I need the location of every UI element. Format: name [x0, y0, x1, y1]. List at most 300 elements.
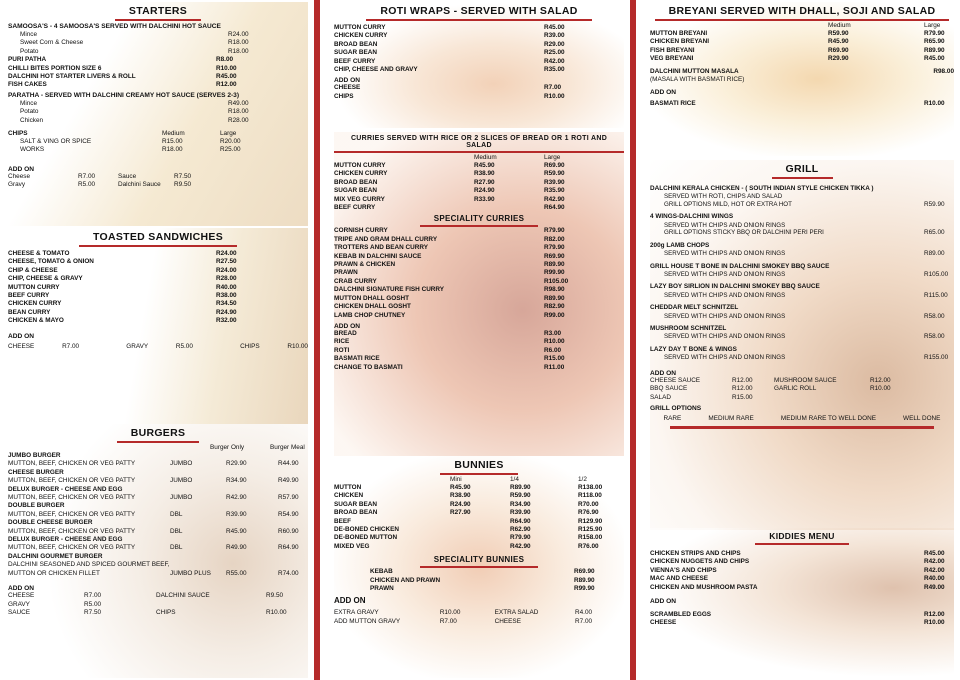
item-price: R158.00 [578, 534, 603, 542]
menu-item [334, 41, 624, 49]
burgers-header [8, 443, 308, 452]
addon-name: CHIPS [240, 342, 262, 350]
item-price: R82.00 [544, 235, 565, 243]
item-price: R155.00 [924, 354, 949, 362]
addon-price: R7.50 [84, 608, 102, 616]
item-price: R79.90 [544, 227, 565, 235]
item-price: R42.00 [924, 566, 945, 574]
item-name: CHEESE, TOMATO & ONION [8, 258, 94, 266]
grill-option: RARE [663, 414, 682, 422]
addon-name: Dalchini Sauce [118, 181, 161, 189]
menu-item [8, 31, 308, 39]
menu-item [334, 330, 624, 338]
item-price [450, 526, 510, 534]
item-price: R39.00 [544, 32, 565, 40]
burger-only-price: R39.90 [226, 510, 247, 518]
menu-item [650, 550, 954, 558]
grill-options-label: GRILL OPTIONS [650, 404, 702, 412]
addon-name [156, 601, 266, 609]
item-name: CHICKEN [334, 492, 364, 500]
item-name: DE-BONED CHICKEN [334, 526, 399, 534]
item-name: MUTTON CURRY [8, 283, 60, 291]
item-name: CHANGE TO BASMATI [334, 363, 403, 371]
burger-size: DBL [170, 527, 183, 535]
item-price: R27.90 [474, 178, 495, 186]
item-price: R24.00 [228, 31, 249, 38]
item-name: SUGAR BEAN [334, 187, 377, 195]
item-desc: MUTTON, BEEF, CHICKEN OR VEG PATTY [8, 460, 136, 468]
item-price: R62.90 [510, 526, 531, 534]
grill-option: WELL DONE [903, 414, 941, 422]
item-name: BEEF CURRY [334, 204, 376, 212]
menu-item [8, 317, 308, 325]
grill-item-note [650, 250, 954, 258]
item-name: CHIPS [334, 92, 354, 100]
item-name: MUTTON BREYANI [650, 30, 708, 37]
item-name: Potato [20, 108, 39, 116]
menu-item [334, 66, 624, 74]
item-name: BEEF CURRY [8, 292, 50, 300]
addon-row [8, 592, 308, 600]
item-price: R58.00 [924, 312, 945, 320]
item-price: R39.90 [544, 178, 565, 186]
addon-price: R9.50 [174, 181, 192, 189]
burger-meal-price: R60.90 [278, 527, 299, 535]
addon-price: R4.00 [575, 609, 593, 617]
menu-item [8, 39, 308, 47]
addon-name: ADD MUTTON GRAVY [334, 617, 401, 625]
item-name: GRILL HOUSE T BONE IN DALCHINI SMOKEY BBQ SAUCE [650, 262, 830, 270]
item-name: Potato [20, 47, 39, 55]
item-name: SALT & VING OR SPICE [20, 138, 92, 146]
item-price: R28.00 [216, 275, 237, 283]
addon-row [334, 618, 624, 626]
item-price: R27.50 [216, 258, 237, 266]
grill-option: MEDIUM RARE [708, 414, 754, 422]
item-price: R24.90 [474, 187, 495, 195]
burger-only-price: R34.90 [226, 477, 247, 485]
breyani-section [650, 2, 954, 156]
item-price: R15.00 [162, 138, 183, 146]
toasted-section [8, 228, 308, 424]
item-name: DELUX BURGER - CHEESE AND EGG [8, 485, 123, 493]
item-price: R42.90 [544, 195, 565, 203]
item-name: BEAN CURRY [8, 308, 51, 316]
item-name: BROAD BEAN [334, 40, 378, 48]
menu-item [650, 567, 954, 575]
speciality-curries-title: SPECIALITY CURRIES [334, 212, 624, 227]
item-name: BROAD BEAN [334, 509, 378, 517]
item-note: SERVED WITH CHIPS AND ONION RINGS [664, 221, 786, 229]
menu-item [334, 355, 624, 363]
menu-column-middle [326, 0, 636, 680]
item-name: FISH BREYANI [650, 46, 695, 54]
addon-price: R10.00 [870, 385, 891, 393]
item-price: R35.00 [544, 66, 565, 74]
item-price: R34.90 [510, 500, 531, 508]
menu-item [8, 275, 308, 283]
addon-name: CHIPS [156, 608, 176, 616]
grill-item-name [650, 346, 954, 354]
item-price: R59.90 [924, 201, 945, 208]
menu-item [334, 32, 624, 40]
addon-name: CHEESE [494, 617, 521, 625]
item-name: DE-BONED MUTTON [334, 534, 398, 542]
item-price: R99.90 [574, 585, 595, 593]
menu-item [8, 48, 308, 56]
addon-price: R5.00 [175, 342, 193, 350]
menu-item [334, 227, 624, 235]
burger-meal-price: R57.90 [278, 494, 299, 502]
burger-row [8, 494, 308, 502]
menu-item [8, 267, 308, 275]
item-name: BROAD BEAN [334, 178, 378, 186]
menu-item [8, 292, 308, 300]
addon-name: DALCHINI SAUCE [156, 592, 210, 600]
item-price: R105.00 [544, 277, 569, 285]
roti-title: ROTI WRAPS - SERVED WITH SALAD [334, 2, 624, 21]
item-name: DOUBLE CHEESE BURGER [8, 519, 93, 527]
item-price: R45.00 [544, 24, 565, 31]
item-name: KEBAB IN DALCHINI SAUCE [334, 252, 422, 260]
burger-row [8, 477, 308, 485]
item-price: R8.00 [216, 56, 234, 64]
item-name: JUMBO BURGER [8, 452, 61, 459]
menu-item [650, 575, 954, 583]
item-name: PRAWN & CHICKEN [334, 261, 396, 269]
grill-item-note [650, 222, 954, 230]
item-note: SERVED WITH CHIPS AND ONION RINGS [664, 312, 786, 320]
breyani-addon-heading: ADD ON [650, 89, 677, 97]
menu-item [650, 611, 954, 619]
burger-size: JUMBO [170, 494, 193, 502]
grill-item-note [650, 201, 954, 209]
item-name: BEEF CURRY [334, 57, 376, 65]
grill-item-name [650, 242, 954, 250]
item-note: SERVED WITH CHIPS AND ONION RINGS [664, 271, 786, 279]
item-price: R45.00 [924, 550, 945, 557]
item-name: BASMATI RICE [650, 100, 696, 108]
menu-item [334, 162, 624, 170]
item-price: R18.00 [162, 146, 183, 154]
item-name: RICE [334, 338, 350, 346]
menu-item [8, 56, 308, 64]
item-note: GRILL OPTIONS MILD, HOT OR EXTRA HOT [664, 201, 792, 208]
item-name: MUTTON [334, 484, 362, 491]
curries-addon-heading: ADD ON [334, 322, 361, 330]
addon-price: R7.00 [439, 617, 457, 625]
addon-price: R9.50 [266, 592, 284, 600]
addon-item [126, 343, 193, 350]
item-price: R27.90 [450, 509, 471, 517]
addon-name: GRAVY [126, 342, 150, 350]
grill-divider [670, 426, 934, 429]
mutton-masala-note: (MASALA WITH BASMATI RICE) [650, 76, 745, 84]
menu-column-left [0, 0, 320, 680]
item-name: CORNISH CURRY [334, 227, 388, 235]
grill-item-name [650, 304, 954, 312]
menu-item [8, 65, 308, 73]
item-name: 200g LAMB CHOPS [650, 241, 710, 249]
item-price: R10.00 [544, 338, 565, 346]
menu-item [8, 146, 308, 154]
menu-item [334, 312, 624, 320]
item-price: R12.00 [216, 81, 237, 89]
item-price: R115.00 [924, 291, 948, 299]
addon-name: CHEESE [8, 592, 35, 600]
item-price: R89.90 [510, 484, 531, 491]
burger-meal-price: R54.90 [278, 510, 299, 518]
item-name: WORKS [20, 146, 45, 154]
item-name: DALCHINI HOT STARTER LIVERS & ROLL [8, 73, 136, 81]
item-name: CHICKEN BREYANI [650, 38, 710, 46]
item-price: R65.00 [924, 229, 945, 237]
item-price [450, 518, 510, 526]
addon-name: GARLIC ROLL [774, 385, 817, 393]
curries-header [334, 153, 624, 162]
item-price: R40.00 [216, 283, 237, 291]
menu-item [334, 303, 624, 311]
item-price: R89.00 [924, 250, 945, 258]
menu-item [650, 100, 954, 108]
item-name: CRAB CURRY [334, 277, 377, 285]
item-note: GRILL OPTIONS STICKY BBQ OR DALCHINI PERI PERI [664, 229, 824, 237]
item-name: CHEESE [650, 619, 677, 627]
item-name: BREAD [334, 329, 357, 337]
item-price: R125.90 [578, 526, 603, 534]
menu-item [334, 347, 624, 355]
item-price: R18.00 [228, 108, 249, 116]
grill-item-note [650, 193, 954, 201]
item-name: Sweet Corn & Cheese [20, 39, 84, 47]
menu-item [8, 258, 308, 266]
chips-label: CHIPS [8, 130, 28, 138]
burger-only-label: Burger Only [210, 444, 245, 451]
menu-item [334, 261, 624, 269]
addon-name: CHEESE SAUCE [650, 376, 701, 384]
item-name: 4 WINGS-DALCHINI WINGS [650, 213, 734, 221]
item-price: R99.90 [544, 269, 565, 277]
addon-row [334, 609, 624, 617]
item-name: DOUBLE BURGER [8, 502, 65, 510]
burger-name [8, 452, 308, 460]
item-desc: MUTTON, BEEF, CHICKEN OR VEG PATTY [8, 510, 136, 518]
item-name: VIENNA'S AND CHIPS [650, 566, 717, 574]
item-name: CHILLI BITES PORTION SIZE 6 [8, 64, 102, 72]
item-name: PURI PATHA [8, 56, 47, 64]
item-price: R25.00 [544, 49, 565, 57]
item-name: MUTTON DHALL GOSHT [334, 294, 410, 302]
menu-item [334, 49, 624, 57]
burgers-addon-heading: ADD ON [8, 585, 35, 593]
item-price: R69.90 [544, 252, 565, 260]
burger-name [8, 519, 308, 527]
menu-item [334, 179, 624, 187]
item-price: R35.90 [544, 187, 565, 195]
item-price: R24.90 [216, 308, 237, 316]
grill-item-name [650, 283, 954, 291]
item-note: SERVED WITH CHIPS AND ONION RINGS [664, 250, 786, 258]
breyani-header: Medium Large [828, 22, 941, 29]
item-name: BASMATI RICE [334, 355, 380, 363]
menu-item [334, 286, 624, 294]
item-price: R65.90 [924, 38, 945, 46]
grill-item-note [650, 271, 954, 279]
menu-item [334, 24, 624, 32]
menu-item [334, 93, 624, 101]
item-price: R79.90 [510, 534, 531, 542]
menu-item [334, 84, 624, 92]
addon-price: R15.00 [732, 393, 753, 401]
menu-item [334, 492, 624, 500]
item-price: R10.00 [924, 100, 945, 108]
item-name: LAZY DAY T BONE & WINGS [650, 345, 737, 353]
item-price: R32.00 [216, 317, 237, 325]
item-name: SUGAR BEAN [334, 500, 377, 508]
menu-item [650, 38, 954, 46]
item-price: R24.90 [450, 500, 471, 508]
grill-item-note [650, 229, 954, 237]
item-price: R34.50 [216, 300, 237, 308]
menu-item [650, 47, 954, 55]
item-price: R118.00 [578, 492, 602, 500]
chips-header [8, 129, 308, 138]
grill-addon-heading: ADD ON [650, 369, 677, 377]
curries-title: CURRIES SERVED WITH RICE OR 2 SLICES OF BREAD OR 1 ROTI AND SALAD [334, 132, 624, 153]
item-price: R79.90 [544, 244, 565, 252]
grill-options [650, 415, 954, 422]
menu-item [8, 117, 308, 125]
item-name: MIXED VEG [334, 542, 370, 550]
curries-large-label: Large [544, 154, 561, 161]
item-price: R24.00 [216, 250, 237, 257]
item-name: CHIP, CHEESE AND GRAVY [334, 66, 418, 74]
chips-medium-label: Medium [162, 130, 185, 138]
item-price: R99.00 [544, 311, 565, 319]
item-price: R39.90 [510, 509, 531, 517]
menu-item [650, 584, 954, 592]
menu-item [8, 284, 308, 292]
item-price: R59.90 [544, 170, 565, 178]
menu-item [334, 484, 624, 492]
addon-price: R7.00 [62, 342, 80, 350]
burgers-title: BURGERS [8, 424, 308, 443]
menu-item [8, 73, 308, 81]
item-price: R25.00 [220, 146, 241, 154]
item-price: R49.00 [924, 583, 945, 591]
item-desc: MUTTON, BEEF, CHICKEN OR VEG PATTY [8, 494, 136, 502]
item-price: R3.00 [544, 329, 562, 337]
item-price: R10.00 [544, 92, 565, 100]
item-price: R42.00 [544, 57, 565, 65]
item-price: R76.00 [578, 542, 599, 550]
item-price: R89.90 [574, 576, 595, 584]
addon-row [8, 181, 308, 189]
item-name: CHICKEN CURRY [334, 170, 388, 178]
item-name: ROTI [334, 346, 350, 354]
item-note: SERVED WITH CHIPS AND ONION RINGS [664, 333, 786, 341]
item-price: R45.00 [216, 73, 237, 81]
grill-item-name [650, 263, 954, 271]
item-name: Mince [20, 99, 38, 107]
menu-item [650, 55, 954, 63]
bunnies-header: Mini 1/4 1/2 [450, 476, 587, 483]
burger-only-price: R45.90 [226, 527, 247, 535]
item-price: R59.90 [510, 492, 531, 500]
addon-name: SAUCE [8, 608, 31, 616]
burger-meal-price: R44.90 [278, 460, 299, 468]
roti-section [334, 2, 624, 128]
item-note: SERVED WITH CHIPS AND ONION RINGS [664, 354, 786, 362]
addon-price: R10.00 [287, 342, 308, 350]
burger-meal-price: R49.90 [278, 477, 299, 485]
burger-only-price: R29.90 [226, 460, 247, 468]
burger-meal-price: R64.90 [278, 544, 299, 552]
item-price: R20.00 [220, 138, 241, 146]
gourmet-burger-desc: DALCHINI SEASONED AND SPICED GOURMET BEEF, [8, 561, 170, 569]
addon-price: R10.00 [266, 608, 287, 616]
item-name: CHEDDAR MELT SCHNITZEL [650, 304, 739, 312]
item-price: R69.90 [544, 162, 565, 169]
menu-item [334, 278, 624, 286]
starters-section [8, 2, 308, 226]
item-name: CHICKEN NUGGETS AND CHIPS [650, 558, 750, 566]
bunnies-title: BUNNIES [334, 456, 624, 475]
addon-price: R10.00 [439, 609, 461, 617]
item-price: R45.90 [828, 38, 849, 46]
item-name: CHEESE BURGER [8, 468, 64, 476]
item-price: R89.90 [924, 46, 945, 54]
addon-name: Gravy [8, 181, 26, 189]
item-price: R42.00 [924, 558, 945, 566]
item-price: R69.90 [574, 568, 595, 576]
addon-price: R12.00 [732, 385, 753, 393]
item-name: PRAWN [370, 585, 394, 593]
item-price: R59.90 [828, 30, 849, 37]
item-price: R10.00 [216, 64, 237, 72]
curries-section [334, 132, 624, 456]
item-name: DELUX BURGER - CHEESE AND EGG [8, 536, 123, 544]
burger-name [8, 536, 308, 544]
menu-item [334, 196, 624, 204]
menu-item [334, 338, 624, 346]
item-price: R45.90 [450, 484, 471, 491]
menu-item [334, 58, 624, 66]
item-note: SERVED WITH ROTI, CHIPS AND SALAD [664, 193, 783, 201]
item-price: R38.00 [216, 292, 237, 300]
item-note: SERVED WITH CHIPS AND ONION RINGS [664, 291, 786, 299]
menu-item [334, 187, 624, 195]
gourmet-burger-row: MUTTON OR CHICKEN FILLET JUMBO PLUS R55.00 R74.00 [8, 569, 299, 577]
item-name: CHICKEN AND MUSHROOM PASTA [650, 583, 758, 591]
item-price: R12.00 [924, 611, 945, 619]
item-price [450, 543, 510, 551]
starters-title: STARTERS [8, 2, 308, 21]
addon-name: BBQ SAUCE [650, 385, 688, 393]
item-name: MUTTON CURRY [334, 162, 386, 169]
burger-meal-label: Burger Meal [270, 444, 305, 451]
item-name: CHICKEN DHALL GOSHT [334, 303, 411, 311]
addon-row [650, 385, 954, 393]
item-name: TROTTERS AND BEAN CURRY [334, 244, 428, 252]
spacer [650, 363, 954, 367]
menu-item [650, 30, 954, 38]
addon-name: EXTRA SALAD [494, 609, 539, 617]
grill-item-note [650, 313, 954, 321]
item-name: Mince [20, 31, 38, 38]
item-price: R45.90 [474, 162, 495, 169]
menu-item [8, 81, 308, 89]
